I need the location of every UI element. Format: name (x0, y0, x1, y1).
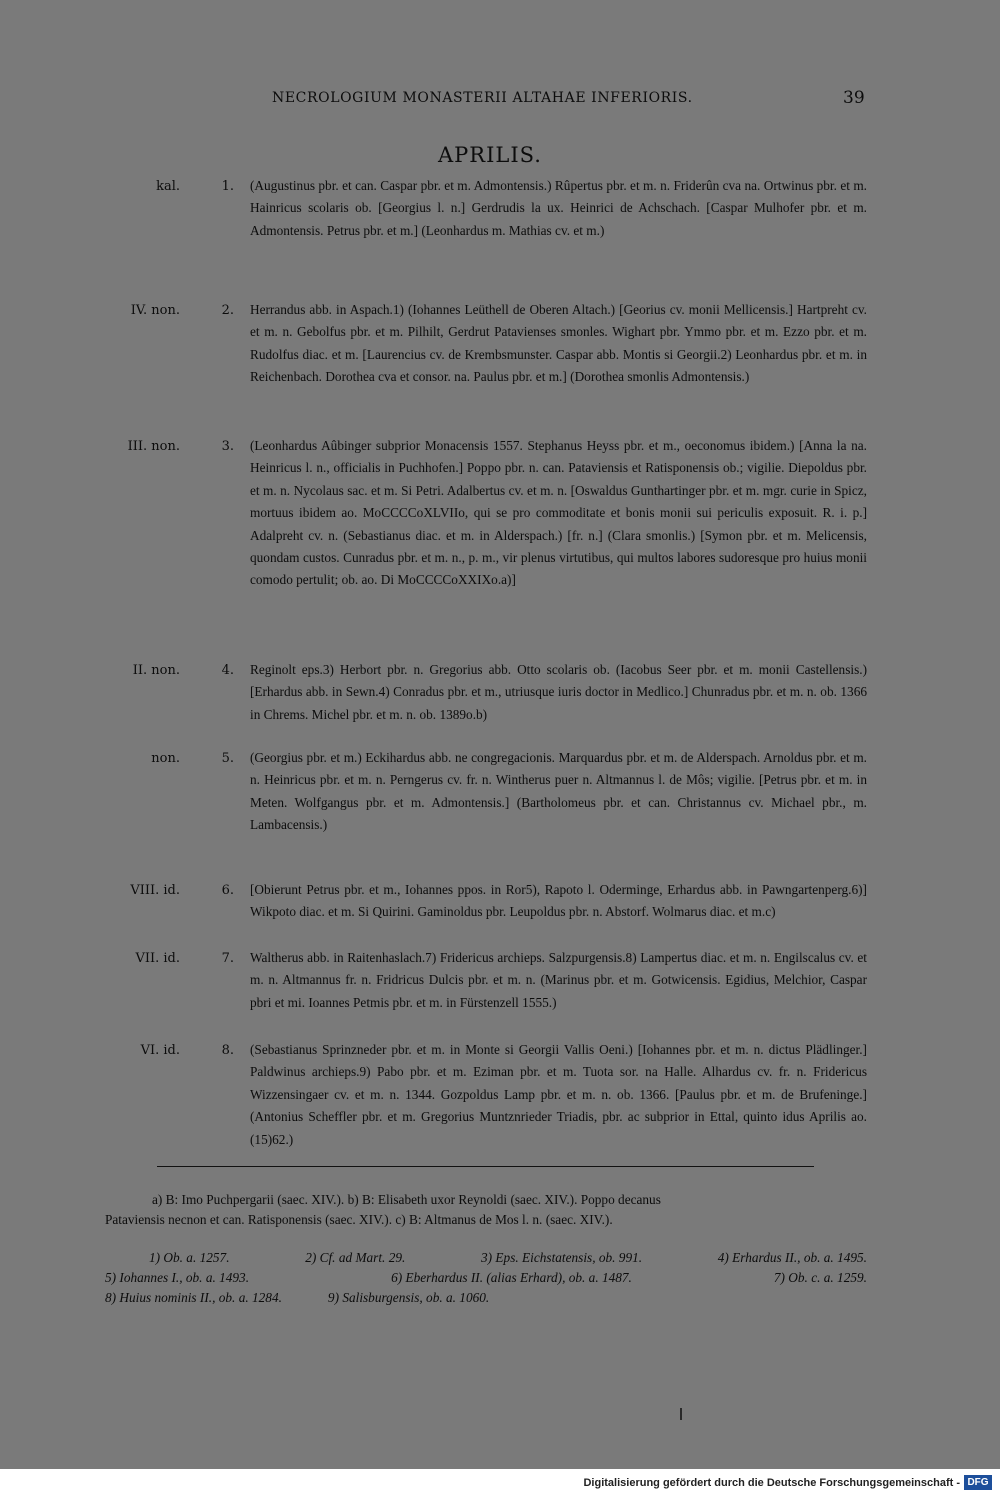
footnote: 6) Eberhardus II. (alias Erhard), ob. a. 1487. (391, 1270, 632, 1285)
footnote: 8) Huius nominis II., ob. a. 1284. (105, 1290, 282, 1305)
entry-april-2 (0, 299, 1000, 433)
entry-text: Herrandus abb. in Aspach.1) (Iohannes Leüthell de Oberen Altach.) [Georius cv. monii Mellicensis.] Hartpreht cv. et m. n. Gebolfus pbr. et m. Pilhilt, Gerdrut Patavienses smonles. Wighart pbr. Ymmo pbr. et m. Ezzo pbr. et m. Rudolfus diac. et m. [Laurencius cv. de Krembsmunster. Caspar abb. Montis si Georgii.2) Leonhardus pbr. et m. in Reichenbach. Dorothea cva et consor. na. Paulus pbr. et m.] (Dorothea smonlis Admontensis.) (250, 302, 867, 385)
footnote-row (105, 1288, 867, 1308)
day-number: 7. (221, 951, 234, 966)
roman-date: VII. id. (135, 951, 180, 966)
entry-april-3 (0, 435, 1000, 657)
day-number: 1. (221, 179, 234, 194)
running-head (0, 90, 1000, 112)
entry-april-4 (0, 659, 1000, 745)
entry-april-7 (0, 947, 1000, 1037)
section-title (0, 143, 1000, 167)
footnote: 4) Erhardus II., ob. a. 1495. (717, 1250, 867, 1265)
day-number: 6. (221, 883, 234, 898)
scan-mark (680, 1408, 682, 1420)
day-number: 2. (221, 303, 234, 318)
entry-april-1 (0, 175, 1000, 297)
day-number: 8. (221, 1043, 234, 1058)
necrology-entries (0, 175, 1000, 1169)
entry-text: (Georgius pbr. et m.) Eckihardus abb. ne congregacionis. Marquardus pbr. et m. de Alderspach. Arnoldus pbr. et m. n. Heinricus pbr. et m. n. Perngerus cv. fr. n. Wintherus puer n. Altmannus l. de Môs; vigilie. [Petrus pbr. et m. in Meten. Wolfgangus pbr. et m. Admontensis.] (Bartholomeus pbr. et can. Christannus cv. Michael pbr., m. Lambacensis.) (250, 750, 867, 833)
funding-footer (0, 1469, 1000, 1497)
funding-notice: Digitalisierung gefördert durch die Deutsche Forschungsgemeinschaft - (583, 1477, 960, 1489)
footnote-rule (157, 1166, 814, 1167)
day-number: 5. (221, 751, 234, 766)
day-number: 4. (221, 663, 234, 678)
dfg-logo-icon[interactable]: DFG (964, 1475, 992, 1490)
entry-text: (Leonhardus Aûbinger subprior Monacensis 1557. Stephanus Heyss pbr. et m., oeconomus ibidem.) [Anna la na. Heinricus l. n., officialis in Puchhofen.] Poppo pbr. n. can. Pataviensis et Ratisponensis ob.; vigilie. Diepoldus pbr. et m. n. Nycolaus sac. et m. Si Petri. Adalbertus cv. et m. n. [Oswaldus Gunthartinger pbr. et m. mgr. curie in Spicz, mortuus ibidem ao. MoCCCCoXLVIIo, qui se pro commoditate et bonis monii sui periculis exposuit. R. i. p.] Adalpreht cv. n. (Sebastianus diac. et m. in Alderspach.) [fr. n.] (Clara smonlis.) [Symon pbr. et m. Melicensis, quondam custos. Cunradus pbr. et m. n., p. m., vir plenus virtutibus, qui multos labores sudoresque pro huius monii comodo pertulit; ob. ao. Di MoCCCCoXXIXo.a)] (250, 438, 867, 588)
footnote: 2) Cf. ad Mart. 29. (305, 1250, 406, 1265)
roman-date: VIII. id. (130, 883, 180, 898)
entry-april-8 (0, 1039, 1000, 1167)
entry-text: Reginolt eps.3) Herbort pbr. n. Gregorius abb. Otto scolaris ob. (Iacobus Seer pbr. et m. monii Castellensis.) [Erhardus abb. in Sewn.4) Conradus pbr. et m., utriusque iuris doctor in Medlico.] Chunradus pbr. et m. n. ob. 1366 in Chrems. Michel pbr. et m. n. ob. 1389o.b) (250, 662, 867, 722)
roman-date: VI. id. (140, 1043, 180, 1058)
footnotes-numeric (105, 1248, 867, 1308)
footnote-line: a) B: Imo Puchpergarii (saec. XIV.). b) B: Elisabeth uxor Reynoldi (saec. XIV.). Poppo decanus (152, 1192, 661, 1207)
entry-april-6 (0, 879, 1000, 945)
roman-date: kal. (156, 179, 180, 194)
footnote: 7) Ob. c. a. 1259. (773, 1270, 867, 1285)
running-title: NECROLOGIUM MONASTERII ALTAHAE INFERIORIS. (272, 90, 693, 106)
footnote: 1) Ob. a. 1257. (149, 1250, 230, 1265)
roman-date: non. (151, 751, 180, 766)
day-number: 3. (221, 439, 234, 454)
footnotes-textual (105, 1190, 867, 1230)
footnote-row (105, 1248, 867, 1268)
page-number: 39 (843, 88, 865, 108)
entry-text: [Obierunt Petrus pbr. et m., Iohannes ppos. in Ror5), Rapoto l. Oderminge, Erhardus abb. in Pawngartenperg.6)] Wikpoto diac. et m. Si Quirini. Gaminoldus pbr. Leupoldus pbr. n. Abstorf. Wolmarus diac. et m.c) (250, 882, 867, 920)
roman-date: IV. non. (130, 303, 180, 318)
section-title-text: APRILIS. (438, 143, 542, 167)
entry-text: (Sebastianus Sprinzneder pbr. et m. in Monte si Georgii Vallis Oeni.) [Iohannes pbr. et m. n. dictus Plädlinger.] Paldwinus archieps.9) Pabo pbr. et m. Eziman pbr. et m. Tuota sor. na Halle. Alhardus cv. fr. n. Fridericus Wizzensingaer cv. et m. n. 1344. Gozpoldus Lamp pbr. et m. n. ob. 1366. [Paulus pbr. et m. de Brufeninge.] (Antonius Scheffler pbr. et m. Gregorius Muntznrieder Triadis, pbr. ac subprior in Ettal, quinto idus Aprilis ao. (15)62.) (250, 1042, 867, 1147)
footnote-line: Pataviensis necnon et can. Ratisponensis (saec. XIV.). c) B: Altmanus de Mos l. n. (saec. XIV.). (105, 1212, 613, 1227)
footnote: 3) Eps. Eichstatensis, ob. 991. (481, 1250, 643, 1265)
entry-text: Waltherus abb. in Raitenhaslach.7) Fridericus archieps. Salzpurgensis.8) Lampertus diac. et m. n. Engilscalus cv. et m. n. Altmannus fr. n. Fridricus Dulcis pbr. et m. n. (Marinus pbr. et m. Gotwicensis. Egidius, Melchior, Caspar pbri et mi. Ioannes Petmis pbr. et m. in Fürstenzell 1555.) (250, 950, 867, 1010)
roman-date: II. non. (132, 663, 180, 678)
footnote: 9) Salisburgensis, ob. a. 1060. (327, 1290, 490, 1305)
roman-date: III. non. (127, 439, 180, 454)
entry-april-5 (0, 747, 1000, 877)
footnote-row (105, 1268, 867, 1288)
footnote: 5) Iohannes I., ob. a. 1493. (105, 1270, 250, 1285)
entry-text: (Augustinus pbr. et can. Caspar pbr. et m. Admontensis.) Rûpertus pbr. et m. n. Friderûn cva na. Ortwinus pbr. et m. Hainricus scolaris ob. [Georgius l. n.] Gerdrudis la ux. Heinrici de Achschach. [Caspar Mulhofer pbr. et m. Admontensis. Petrus pbr. et m.] (Leonhardus m. Mathias cv. et m.) (250, 178, 867, 238)
